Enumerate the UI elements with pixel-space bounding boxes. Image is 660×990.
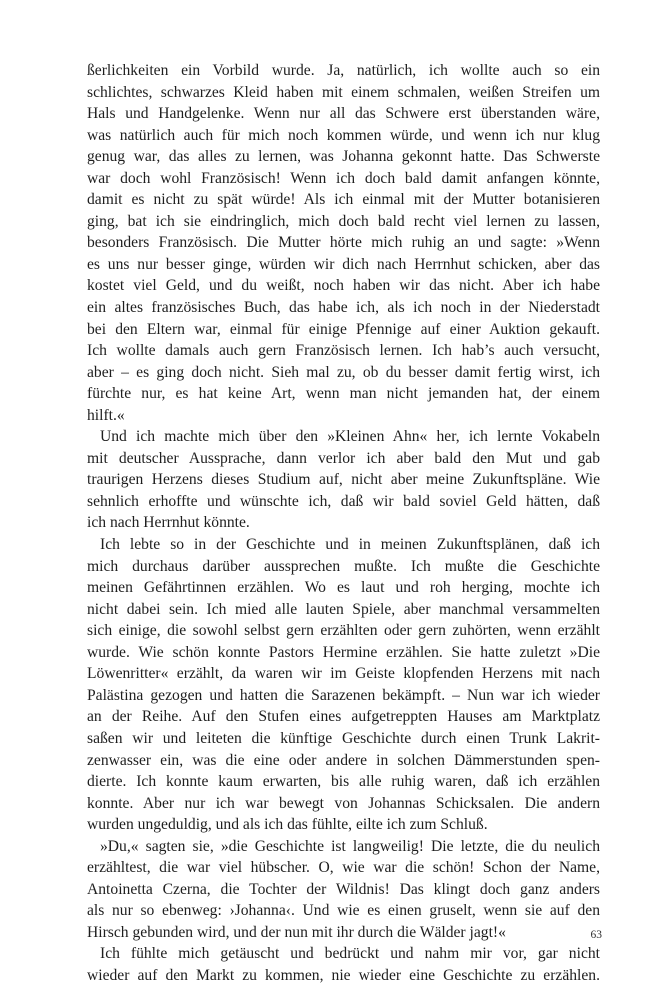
text-line: besonders Französisch. Die Mutter hörte mich ruhig an und sagte: »Wenn bbox=[87, 234, 600, 252]
text-line: Hals und Handgelenke. Wenn nur all das Schwere erst überstanden wäre, bbox=[87, 105, 600, 123]
text-line: wurden ungeduldig, und als ich das fühlte, eilte ich zum Schluß. bbox=[87, 816, 488, 834]
text-line: schlichtes, schwarzes Kleid haben mit einem schmalen, weißen Streifen um bbox=[87, 83, 600, 101]
text-line: sich einige, die sowohl selbst gern erzählten oder gern zuhörten, wenn erzählt bbox=[87, 622, 600, 640]
text-line: »Du,« sagten sie, »die Geschichte ist langweilig! Die letzte, die du neulich bbox=[100, 837, 600, 855]
text-line: meinen Gefährtinnen erzählen. Wo es laut und roh herging, mochte ich bbox=[87, 579, 600, 597]
body-text bbox=[87, 60, 600, 987]
text-line: aber – es ging doch nicht. Sieh mal zu, ob du besser damit fertig wirst, ich bbox=[87, 363, 600, 381]
text-line: Palästina gezogen und hatten die Sarazenen bekämpft. – Nun war ich wieder bbox=[87, 686, 600, 704]
text-line: ich nach Herrnhut könnte. bbox=[87, 514, 250, 532]
text-line: saßen wir und leiteten die künftige Geschichte durch einen Trunk Lakrit- bbox=[87, 729, 600, 747]
text-line: Antoinetta Czerna, die Tochter der Wildnis! Das klingt doch ganz anders bbox=[87, 880, 600, 898]
text-line: bei den Eltern war, einmal für einige Pfennige auf einer Auktion gekauft. bbox=[87, 320, 600, 338]
page-number: 63 bbox=[590, 929, 602, 941]
text-line: Hirsch gebunden wird, und der nun mit ihr durch die Wälder jagt!« bbox=[87, 923, 506, 941]
text-line: traurigen Herzens dieses Studium auf, nicht aber meine Zukunftspläne. Wie bbox=[87, 471, 600, 489]
text-line: kostet viel Geld, und du weißt, noch haben wir das nicht. Aber ich habe bbox=[87, 277, 600, 295]
text-line: ein altes französisches Buch, das habe ich, als ich noch in der Niederstadt bbox=[87, 299, 600, 317]
text-line: sehnlich erhoffte und wünschte ich, daß wir bald soviel Geld hätten, daß bbox=[87, 492, 600, 510]
text-line: Löwenritter« erzählt, da waren wir im Geiste klopfenden Herzens mit nach bbox=[87, 665, 600, 683]
text-line: Ich wollte damals auch gern Französisch lernen. Ich hab’s auch versucht, bbox=[87, 342, 600, 360]
text-line: konnte. Aber nur ich war bewegt von Johannas Schicksalen. Die andern bbox=[87, 794, 600, 812]
text-line: an der Reihe. Auf den Stufen eines aufgetreppten Hauses am Marktplatz bbox=[87, 708, 600, 726]
text-line: was natürlich auch für mich noch kommen würde, und wenn ich nur klug bbox=[87, 126, 600, 144]
text-line: nicht dabei sein. Ich mied alle lauten Spiele, aber manchmal versammelten bbox=[87, 600, 600, 618]
text-line: fürchte nur, es hat keine Art, wenn man nicht jemanden hat, der einem bbox=[87, 385, 600, 403]
text-line: Ich fühlte mich getäuscht und bedrückt und nahm mir vor, gar nicht bbox=[100, 945, 600, 963]
text-line: war doch wohl Französisch! Wenn ich doch bald damit anfangen könnte, bbox=[87, 169, 600, 187]
text-line: mich durchaus darüber aussprechen mußte. Ich mußte die Geschichte bbox=[87, 557, 600, 575]
text-line: ging, bat ich sie eindringlich, mich doch bald recht viel lernen zu lassen, bbox=[87, 212, 600, 230]
text-line: damit es nicht zu spät würde! Als ich einmal mit der Mutter botanisieren bbox=[87, 191, 600, 209]
text-line: wieder auf den Markt zu kommen, nie wieder eine Geschichte zu erzählen. bbox=[87, 966, 600, 984]
text-line: wurde. Wie schön konnte Pastors Hermine erzählen. Sie hatte zuletzt »Die bbox=[87, 643, 600, 661]
text-line: Und ich machte mich über den »Kleinen Ahn« her, ich lernte Vokabeln bbox=[100, 428, 600, 446]
text-line: als nur so ebenweg: ›Johanna‹. Und wie es einen gruselt, wenn sie auf den bbox=[87, 902, 600, 920]
text-line: mit deutscher Aussprache, dann verlor ich aber bald den Mut und gab bbox=[87, 449, 600, 467]
text-line: erzähltest, die war viel hübscher. O, wie war die schön! Schon der Name, bbox=[87, 859, 600, 877]
text-line: hilft.« bbox=[87, 406, 125, 424]
text-line: es uns nur besser ginge, würden wir dich nach Herrnhut schicken, aber das bbox=[87, 255, 600, 273]
text-line: Ich lebte so in der Geschichte und in meinen Zukunftsplänen, daß ich bbox=[100, 536, 600, 554]
text-line: zenwasser ein, was die eine oder andere in solchen Dämmerstunden spen- bbox=[87, 751, 600, 769]
text-line: genug war, das alles zu lernen, was Johanna gekonnt hatte. Das Schwerste bbox=[87, 148, 600, 166]
text-line: dierte. Ich konnte kaum erwarten, bis alle ruhig waren, daß ich erzählen bbox=[87, 773, 600, 791]
text-line: ßerlichkeiten ein Vorbild wurde. Ja, natürlich, ich wollte auch so ein bbox=[87, 62, 600, 79]
